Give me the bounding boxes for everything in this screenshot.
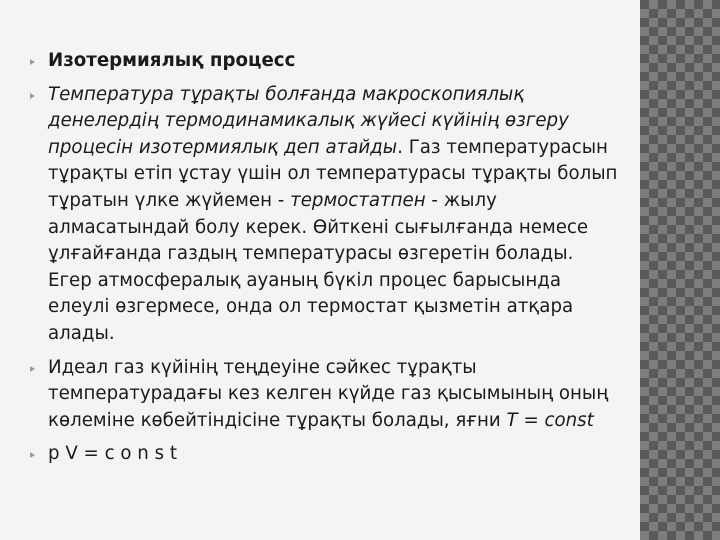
bullet-icon (30, 452, 35, 458)
body-text: Идеал газ күйінің теңдеуіне сәйкес тұрақты температурадағы кез келген күйде газ қысымының оның көлеміне көбейтіндісіне тұрақты болады, яғни (48, 356, 609, 431)
bullet-icon (30, 366, 35, 372)
decorative-pattern-strip (640, 0, 720, 540)
formula-text: T = const (506, 409, 594, 431)
slide-content (30, 48, 620, 475)
equation-text: p V = c o n s t (48, 443, 177, 465)
body-text: - жылу алмасатындай болу керек. Өйткені сығылғанда немесе ұлғайғанда газдың температурасы өзгеретін болады. Егер атмосфералық ауаның бүкіл процес барысында елеулі өзгермесе, онда ол термостат қызметін атқара алады. (48, 189, 589, 344)
bullet-icon (30, 93, 35, 99)
term-text: термостатпен (290, 189, 426, 211)
definition-text: Температура тұрақты болғанда макроскопиялық денелердің термодинамикалық жүйесі күйінің өзгеру процесін изотермиялық деп атайды (48, 83, 569, 158)
bullet-item (30, 355, 620, 435)
bullet-item (30, 48, 620, 75)
section-title: Изотермиялық процесс (48, 50, 296, 71)
bullet-item (30, 82, 620, 348)
body-text: . Газ температурасын тұрақты етіп ұстау үшін ол температурасы тұрақты болып тұратын үлке жүйемен - (48, 136, 618, 211)
bullet-item (30, 441, 620, 468)
bullet-icon (30, 59, 35, 65)
